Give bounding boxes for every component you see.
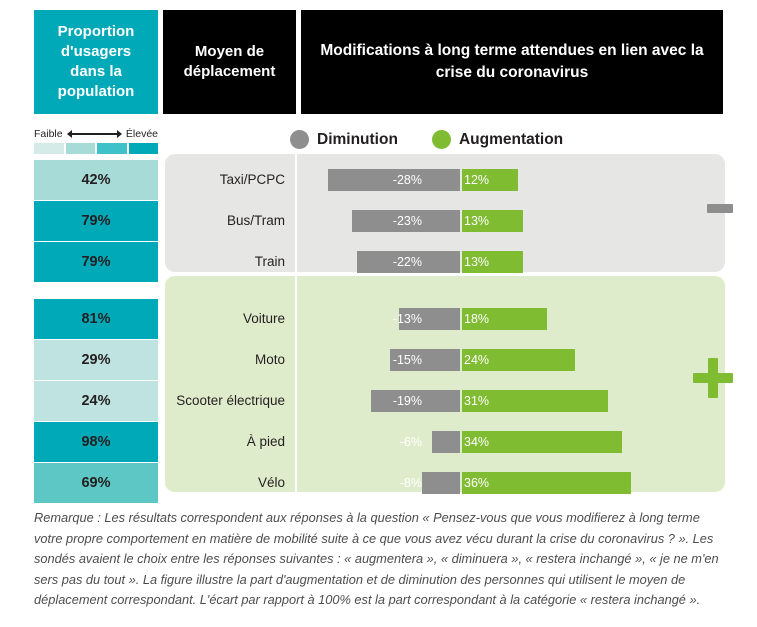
row-label: À pied [246, 434, 285, 449]
chart-row [165, 160, 725, 200]
value-augmentation: 31% [464, 394, 490, 408]
scale-legend-labels [34, 128, 158, 140]
value-diminution: -13% [392, 312, 422, 326]
chart-row [165, 422, 725, 462]
value-augmentation: 12% [464, 173, 490, 187]
proportion-cell: 29% [34, 340, 158, 380]
bar-diminution [422, 472, 460, 494]
value-diminution: -8% [399, 476, 422, 490]
scale-swatch-3 [97, 143, 127, 154]
proportion-column [34, 160, 158, 504]
legend-diminution-label: Diminution [317, 130, 398, 148]
row-label: Voiture [242, 311, 285, 326]
value-diminution: -6% [399, 435, 422, 449]
header-mode: Moyen de déplacement [163, 10, 296, 114]
augmentation-dot-icon [432, 130, 451, 149]
proportion-cell: 81% [34, 299, 158, 339]
figure-note: Remarque : Les résultats correspondent aux réponses à la question « Pensez-vous que vous modifierez à long terme votre propre comportement en matière de mobilité suite à ce que vous avez vécu durant la crise du coronavirus ? ». Les sondés avaient le choix entre les réponses suivantes : « augmentera », « diminuera », « restera inchangé », « je ne m'en sers pas du tout ». La figure illustre la part d'augmentation et de diminution des personnes qui utilisent le moyen de déplacement correspondant. L'écart par rapport à 100% est la part correspondant à la catégorie « restera inchangé ». [34, 510, 719, 607]
chart-row [165, 381, 725, 421]
value-augmentation: 13% [464, 255, 490, 269]
scale-legend [34, 128, 158, 154]
chart-row [165, 201, 725, 241]
series-legend [290, 130, 563, 149]
value-diminution: -19% [392, 394, 422, 408]
diminution-dot-icon [290, 130, 309, 149]
value-augmentation: 24% [464, 353, 490, 367]
proportion-cell: 79% [34, 242, 158, 282]
chart-row [165, 463, 725, 503]
proportion-cell: 69% [34, 463, 158, 503]
row-label: Train [254, 254, 285, 269]
value-diminution: -15% [392, 353, 422, 367]
chart-rows [165, 160, 725, 504]
scale-swatch-1 [34, 143, 64, 154]
header-proportion: Proportion d'usagers dans la population [34, 10, 158, 114]
chart-row [165, 242, 725, 282]
value-augmentation: 13% [464, 214, 490, 228]
value-diminution: -28% [392, 173, 422, 187]
legend-augmentation-label: Augmentation [458, 130, 564, 148]
row-label: Vélo [257, 475, 285, 490]
table-header [34, 10, 723, 114]
value-diminution: -22% [392, 255, 422, 269]
row-label: Taxi/PCPC [219, 172, 285, 187]
value-diminution: -23% [392, 214, 422, 228]
chart-row [165, 299, 725, 339]
proportion-cell: 42% [34, 160, 158, 200]
scale-low-label: Faible [34, 128, 63, 140]
value-augmentation: 18% [464, 312, 490, 326]
value-augmentation: 36% [464, 476, 490, 490]
bar-diminution [432, 431, 460, 453]
proportion-cell: 24% [34, 381, 158, 421]
scale-swatches [34, 143, 158, 154]
scale-swatch-4 [129, 143, 159, 154]
scale-arrow-icon [67, 129, 122, 139]
chart-row [165, 340, 725, 380]
header-modifications: Modifications à long terme attendues en lien avec la crise du coronavirus [301, 10, 723, 114]
proportion-cell: 98% [34, 422, 158, 462]
scale-swatch-2 [66, 143, 96, 154]
proportion-cell: 79% [34, 201, 158, 241]
scale-high-label: Élevée [125, 128, 158, 140]
row-label: Scooter électrique [176, 393, 285, 408]
row-label: Moto [254, 352, 285, 367]
row-label: Bus/Tram [226, 213, 285, 228]
value-augmentation: 34% [464, 435, 490, 449]
